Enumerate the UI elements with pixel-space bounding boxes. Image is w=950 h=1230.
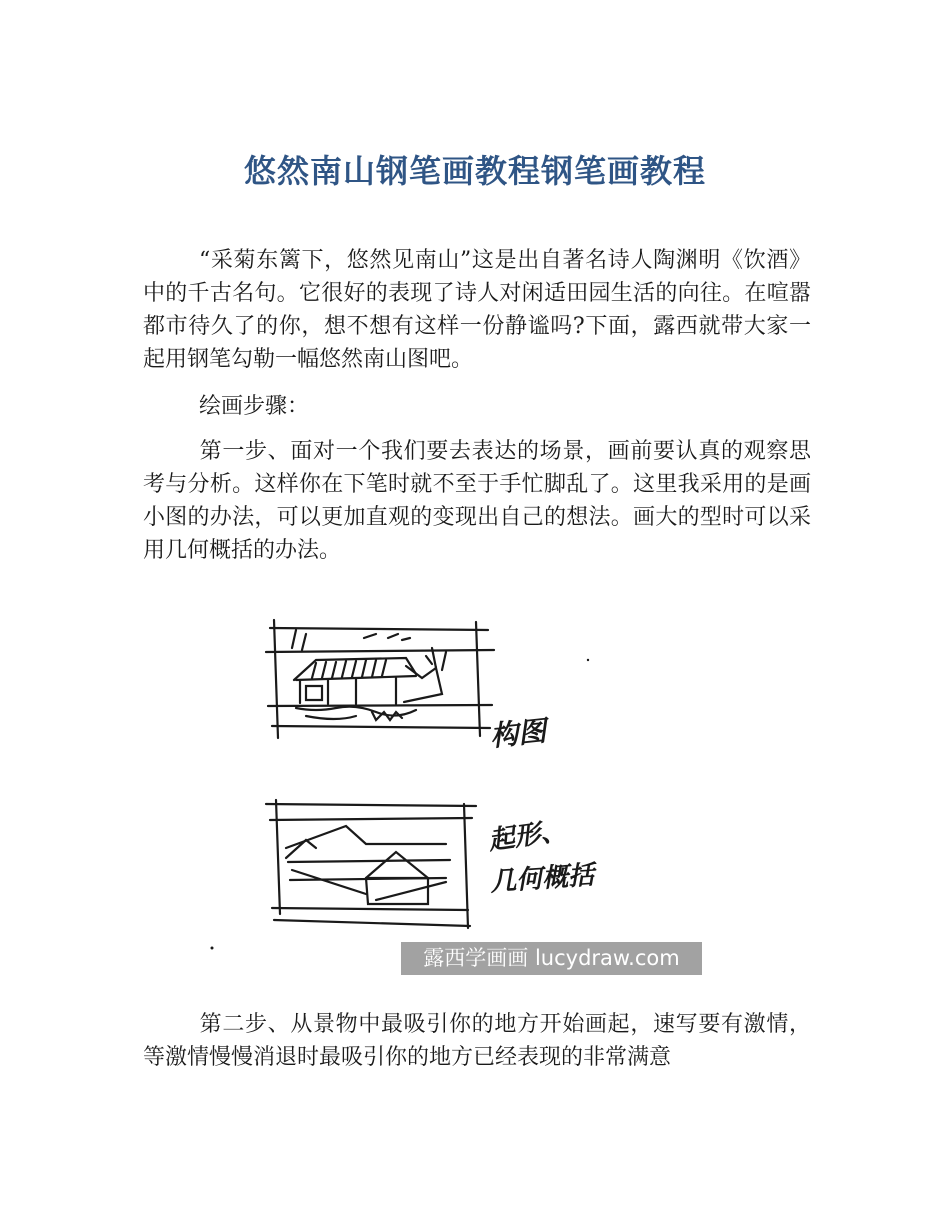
label-composition: 构图 xyxy=(488,714,548,753)
composition-sketch xyxy=(266,620,494,738)
step2-paragraph xyxy=(143,1008,811,1074)
intro-text: “采菊东篱下，悠然见南山”这是出自著名诗人陶渊明《饮酒》中的千古名句。它很好的表现了诗人对闲适田园生活的向往。在喧嚣都市待久了的你，想不想有这样一份静谧吗?下面，露西就带大家一起用钢笔勾勒一幅悠然南山图吧。 xyxy=(143,248,811,372)
intro-paragraph xyxy=(143,244,811,376)
sketch-figure xyxy=(196,608,716,978)
geometric-sketch xyxy=(266,800,476,928)
steps-heading xyxy=(143,390,811,423)
label-form-2: 几何概括 xyxy=(489,860,596,898)
step1-paragraph xyxy=(143,435,811,567)
steps-heading-text: 绘画步骤： xyxy=(199,394,310,419)
page-title: 悠然南山钢笔画教程钢笔画教程 xyxy=(243,152,706,190)
label-form-1: 起形、 xyxy=(486,815,569,857)
step1-text: 第一步、面对一个我们要去表达的场景，画前要认真的观察思考与分析。这样你在下笔时就不至于手忙脚乱了。这里我采用的是画小图的办法，可以更加直观的变现出自己的想法。画大的型时可以采用几何概括的办法。 xyxy=(143,439,811,563)
step2-text: 第二步、从景物中最吸引你的地方开始画起，速写要有激情，等激情慢慢消退时最吸引你的地方已经表现的非常满意 xyxy=(143,1012,811,1070)
watermark: 露西学画画 lucydraw.com xyxy=(401,942,702,975)
